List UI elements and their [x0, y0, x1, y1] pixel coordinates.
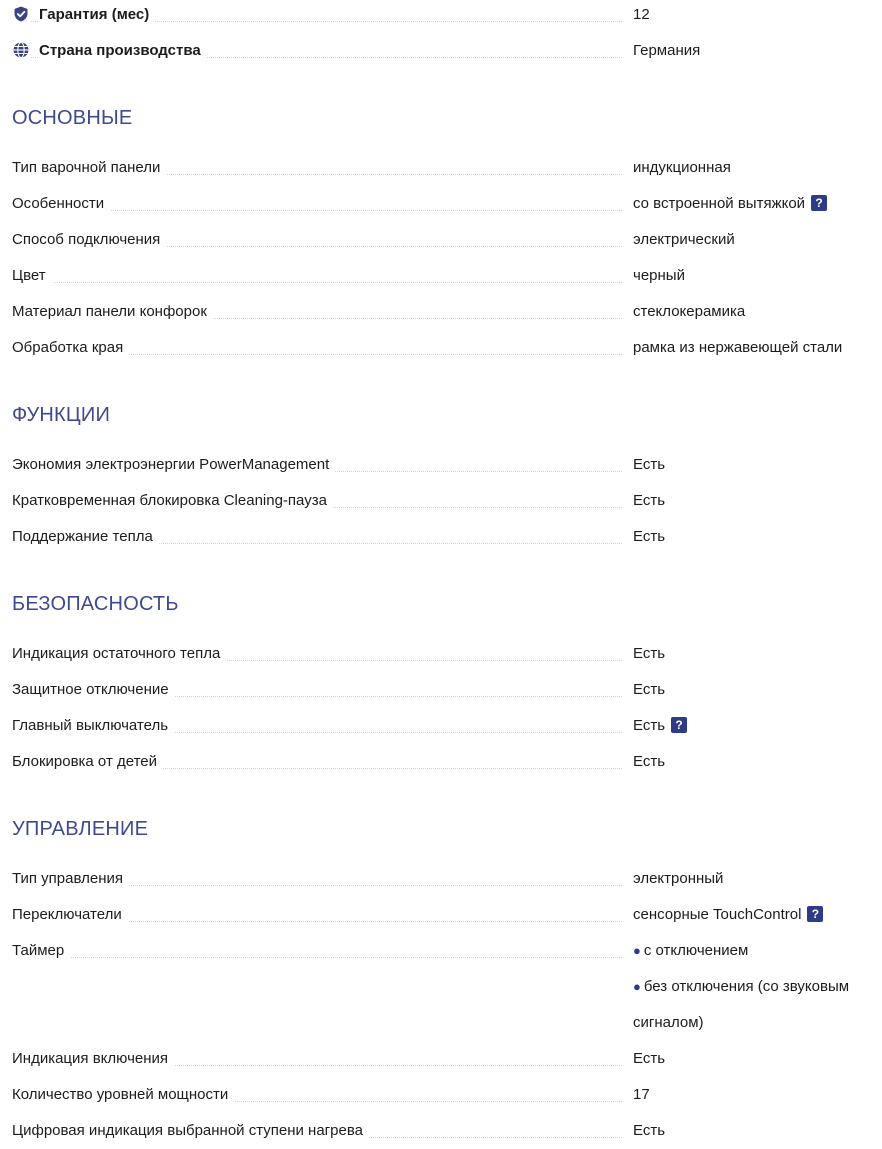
spec-row [12, 330, 872, 366]
spec-row [12, 222, 872, 258]
spec-row [12, 447, 872, 483]
spec-value-list [633, 933, 873, 1041]
spec-label: Цвет [12, 267, 52, 285]
spec-row [12, 708, 872, 744]
help-icon[interactable]: ? [671, 717, 687, 733]
dotted-leader [12, 957, 622, 958]
spec-value-with-help [633, 717, 687, 735]
spec-value-text: со встроенной вытяжкой [633, 195, 806, 212]
spec-label: Индикация остаточного тепла [12, 645, 226, 663]
spec-row [12, 258, 872, 294]
spec-label: Индикация включения [12, 1050, 174, 1068]
spec-label: Способ подключения [12, 231, 166, 249]
spec-label: Поддержание тепла [12, 528, 159, 546]
globe-icon [12, 41, 30, 59]
spec-label: Экономия электроэнергии PowerManagement [12, 456, 335, 474]
spec-row [12, 1077, 872, 1113]
spec-label: Блокировка от детей [12, 753, 163, 771]
spec-row [12, 186, 872, 222]
list-item-text: без отключения (со звуковым сигналом) [633, 978, 850, 1031]
list-item-text: с отключением [643, 942, 749, 959]
bullet-icon: ● [633, 979, 641, 994]
shield-check-icon [12, 5, 30, 23]
spec-label: Переключатели [12, 906, 128, 924]
spec-label: Тип варочной панели [12, 159, 166, 177]
spec-value: черный [633, 267, 685, 284]
spec-value: электронный [633, 870, 724, 887]
spec-row [12, 150, 872, 186]
spec-value: Германия [633, 42, 701, 59]
spec-value: Есть [633, 1122, 666, 1139]
spec-value: Есть [633, 528, 666, 545]
spec-value-with-help [633, 906, 823, 924]
bullet-icon: ● [633, 943, 641, 958]
spec-label: Кратковременная блокировка Cleaning-пауза [12, 492, 333, 510]
spec-value: Есть [633, 492, 666, 509]
spec-value: Есть [633, 1050, 666, 1067]
spec-label: Цифровая индикация выбранной ступени нагрева [12, 1122, 369, 1140]
spec-row [12, 1113, 872, 1149]
section-title-control: УПРАВЛЕНИЕ [12, 818, 149, 840]
spec-row-country [12, 33, 872, 69]
spec-label: Количество уровней мощности [12, 1086, 234, 1104]
spec-value: Есть [633, 753, 666, 770]
spec-value: рамка из нержавеющей стали [633, 339, 843, 356]
spec-row [12, 861, 872, 897]
section-title-functions: ФУНКЦИИ [12, 404, 111, 426]
help-icon[interactable]: ? [807, 906, 823, 922]
spec-label: Главный выключатель [12, 717, 174, 735]
spec-value: стеклокерамика [633, 303, 746, 320]
spec-row [12, 744, 872, 780]
spec-row [12, 897, 872, 933]
spec-label: Обработка края [12, 339, 129, 357]
dotted-leader [12, 282, 622, 283]
section-title-main: ОСНОВНЫЕ [12, 107, 133, 129]
spec-label: Особенности [12, 195, 110, 213]
list-item [633, 933, 873, 969]
spec-label: Материал панели конфорок [12, 303, 213, 321]
spec-row [12, 1041, 872, 1077]
spec-row-timer [12, 933, 872, 1041]
spec-row [12, 483, 872, 519]
section-title-safety: БЕЗОПАСНОСТЬ [12, 593, 179, 615]
spec-row [12, 672, 872, 708]
spec-value: Есть [633, 456, 666, 473]
spec-value-text: Есть [633, 717, 666, 734]
spec-label: Гарантия (мес) [39, 6, 155, 24]
spec-label: Таймер [12, 942, 70, 960]
spec-value: 12 [633, 6, 650, 23]
spec-value: Есть [633, 645, 666, 662]
spec-value: электрический [633, 231, 735, 248]
spec-value: 17 [633, 1086, 650, 1103]
spec-row-warranty [12, 0, 872, 33]
spec-value: индукционная [633, 159, 731, 176]
spec-row [12, 294, 872, 330]
list-item [633, 969, 873, 1041]
help-icon[interactable]: ? [811, 195, 827, 211]
spec-label: Страна производства [39, 42, 207, 60]
spec-label: Тип управления [12, 870, 129, 888]
spec-row [12, 636, 872, 672]
spec-value-with-help [633, 195, 827, 213]
spec-row [12, 519, 872, 555]
spec-value-text: сенсорные TouchControl [633, 906, 802, 923]
spec-value: Есть [633, 681, 666, 698]
spec-label: Защитное отключение [12, 681, 175, 699]
